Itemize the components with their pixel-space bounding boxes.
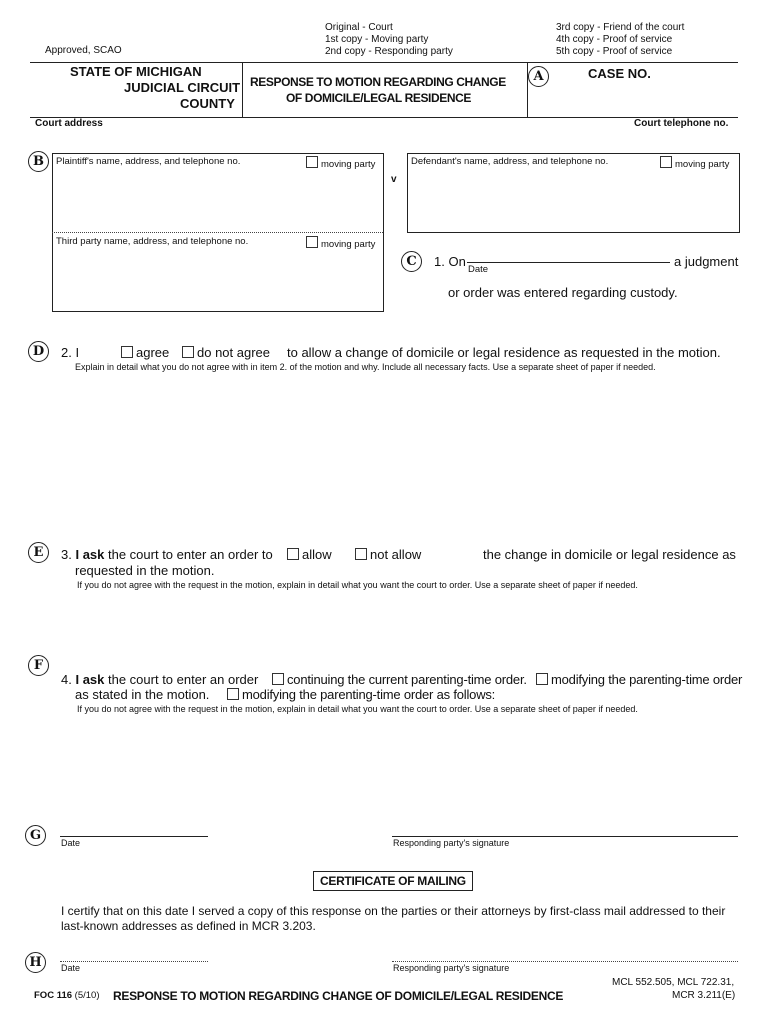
copy-third: 3rd copy - Friend of the court (556, 22, 685, 33)
county-label: COUNTY (180, 96, 235, 111)
defendant-label: Defendant's name, address, and telephone no. (411, 156, 609, 167)
modify-label: modifying the parenting-time order (551, 672, 743, 687)
case-no-label: CASE NO. (588, 66, 651, 81)
item3-allow-option[interactable] (287, 547, 332, 562)
item4-modify-option[interactable] (536, 672, 742, 687)
marker-c: C (401, 251, 422, 272)
item1-line2: or order was entered regarding custody. (448, 285, 678, 300)
item4-ask: I ask (75, 672, 105, 687)
item3-ask: I ask (75, 547, 105, 562)
state-label: STATE OF MICHIGAN (70, 64, 202, 79)
marker-d: D (28, 341, 49, 362)
footer-title: RESPONSE TO MOTION REGARDING CHANGE OF DOMICILE/LEGAL RESIDENCE (113, 989, 564, 1003)
footer-citation-1: MCL 552.505, MCL 722.31, (612, 977, 735, 988)
not-allow-label: not allow (370, 547, 422, 562)
defendant-moving-checkbox[interactable] (660, 156, 672, 168)
marker-a: A (528, 66, 549, 87)
date-label-2: Date (61, 963, 81, 973)
marker-g: G (25, 825, 46, 846)
agree-checkbox[interactable] (121, 346, 133, 358)
continue-label: continuing the current parenting-time order. (287, 672, 527, 687)
date-line-2[interactable] (60, 961, 208, 962)
item2-prefix: 2. I (61, 345, 80, 360)
signature-line-1[interactable] (392, 836, 738, 837)
header-divider-2 (527, 62, 528, 117)
plaintiff-label: Plaintiff's name, address, and telephone no. (56, 156, 241, 167)
copy-first: 1st copy - Moving party (325, 34, 429, 45)
item2-explanation-area[interactable] (60, 378, 740, 528)
item4-number: 4. (61, 672, 76, 687)
item4-continue-option[interactable] (272, 672, 527, 687)
item3-not-allow-option[interactable] (355, 547, 421, 562)
header-bottom-rule (30, 117, 738, 118)
allow-checkbox[interactable] (287, 548, 299, 560)
item2-agree-option[interactable] (121, 345, 169, 360)
modify-follows-label: modifying the parenting-time order as follows: (242, 687, 496, 702)
modify-follows-checkbox[interactable] (227, 688, 239, 700)
item4-modify-follows-option[interactable] (227, 687, 495, 702)
agree-label: agree (136, 345, 170, 360)
marker-f: F (28, 655, 49, 676)
third-party-moving-checkbox[interactable] (306, 236, 318, 248)
item1-suffix: a judgment (674, 254, 739, 269)
versus-label: v (391, 174, 397, 185)
item4-explanation-area[interactable] (60, 718, 740, 818)
item1-prefix: 1. On (434, 254, 466, 269)
signature-label-2: Responding party's signature (393, 963, 510, 973)
item3-text (61, 547, 273, 562)
item1-date-label: Date (468, 264, 489, 275)
defendant-moving-party[interactable] (660, 156, 729, 170)
third-party-label: Third party name, address, and telephone no. (56, 236, 249, 247)
signature-label-1: Responding party's signature (393, 838, 510, 848)
header-divider-1 (242, 62, 243, 117)
certificate-text2: last-known addresses as defined in MCR 3.203. (61, 919, 316, 933)
header-top-rule (30, 62, 738, 63)
item2-explain: Explain in detail what you do not agree with in item 2. of the motion and why. Include all necessary facts. Use a separate sheet of paper if needed. (75, 362, 656, 372)
copies-left (325, 22, 453, 58)
item3-explanation-area[interactable] (60, 595, 740, 650)
copy-fourth: 4th copy - Proof of service (556, 34, 673, 45)
copy-second: 2nd copy - Responding party (325, 46, 453, 57)
court-address-label: Court address (35, 118, 103, 129)
form-number (34, 990, 100, 1001)
footer-citation-2: MCR 3.211(E) (672, 990, 736, 1001)
defendant-moving-label: moving party (675, 159, 730, 170)
plaintiff-moving-party[interactable] (306, 156, 375, 170)
modify-checkbox[interactable] (536, 673, 548, 685)
marker-e: E (28, 542, 49, 563)
form-rev: (5/10) (74, 990, 100, 1001)
circuit-label: JUDICIAL CIRCUIT (124, 80, 241, 95)
copy-original: Original - Court (325, 22, 393, 33)
item3-line2: requested in the motion. (75, 563, 215, 578)
marker-b: B (28, 151, 49, 172)
third-party-moving-party[interactable] (306, 236, 375, 250)
allow-label: allow (302, 547, 332, 562)
plaintiff-moving-checkbox[interactable] (306, 156, 318, 168)
item4-text (61, 672, 258, 687)
disagree-label: do not agree (197, 345, 271, 360)
item3-rest: the change in domicile or legal residence as (483, 547, 736, 562)
court-phone-label: Court telephone no. (634, 118, 729, 129)
item2-rest: to allow a change of domicile or legal residence as requested in the motion. (287, 345, 721, 360)
form-title-line1: RESPONSE TO MOTION REGARDING CHANGE (250, 75, 506, 89)
approved-scao: Approved, SCAO (45, 45, 122, 56)
date-label-1: Date (61, 838, 81, 848)
item2-disagree-option[interactable] (182, 345, 270, 360)
not-allow-checkbox[interactable] (355, 548, 367, 560)
disagree-checkbox[interactable] (182, 346, 194, 358)
form-title-line2: OF DOMICILE/LEGAL RESIDENCE (286, 91, 471, 105)
marker-h: H (25, 952, 46, 973)
copies-right (556, 22, 684, 58)
signature-line-2[interactable] (392, 961, 738, 962)
item4-line2: as stated in the motion. (75, 687, 210, 702)
form-no: FOC 116 (34, 990, 73, 1001)
item1-date-line[interactable] (467, 262, 670, 263)
copy-fifth: 5th copy - Proof of service (556, 46, 673, 57)
item4-explain: If you do not agree with the request in the motion, explain in detail what you want the court to order. Use a separate sheet of paper if needed. (77, 704, 638, 714)
plaintiff-moving-label: moving party (321, 159, 376, 170)
third-party-moving-label: moving party (321, 239, 376, 250)
date-line-1[interactable] (60, 836, 208, 837)
item3-body: the court to enter an order to (104, 547, 273, 562)
item3-number: 3. (61, 547, 76, 562)
certificate-title: CERTIFICATE OF MAILING (313, 871, 473, 891)
continue-checkbox[interactable] (272, 673, 284, 685)
plaintiff-divider (52, 232, 383, 233)
certificate-text1: I certify that on this date I served a copy of this response on the parties or their attorneys by first-class mail addressed to their (61, 904, 726, 918)
item3-explain: If you do not agree with the request in the motion, explain in detail what you want the court to order. Use a separate sheet of paper if needed. (77, 580, 638, 590)
item4-body: the court to enter an order (104, 672, 259, 687)
